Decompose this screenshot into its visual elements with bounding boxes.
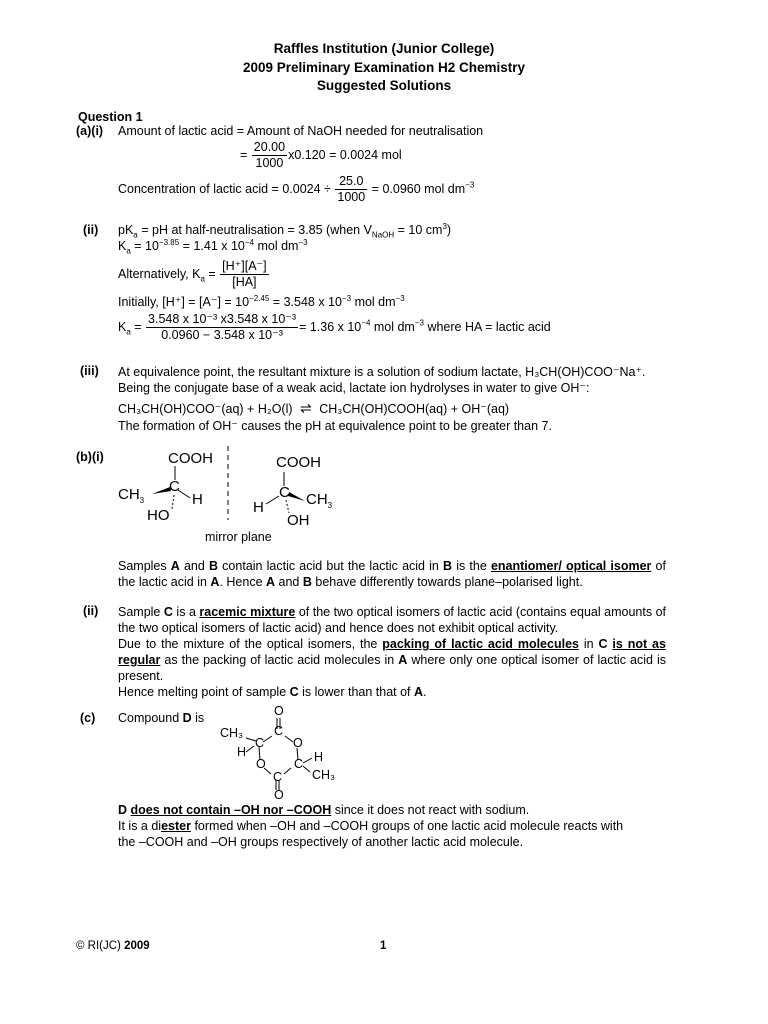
sample-c: C (598, 637, 608, 651)
text: Hence melting point of sample (118, 685, 290, 699)
sample-c: C (163, 605, 173, 619)
text: Compound (118, 711, 183, 725)
conc-prefix: Concentration of lactic acid = 0.0024 ÷ (118, 181, 331, 196)
label-a-iii: (iii) (80, 364, 99, 378)
atom-o-bottom: O (274, 788, 284, 802)
text: and (179, 559, 209, 573)
sample-c: C (289, 685, 299, 699)
key-term-no-oh-cooh: does not contain –OH nor –COOH (130, 803, 332, 817)
numerator: [H⁺][A⁻] (222, 259, 267, 273)
question-title: Question 1 (78, 110, 143, 124)
label-a-i: (a)(i) (76, 124, 104, 138)
a-iii-line2: Being the conjugate base of a weak acid, lactate ion hydrolyses in water to give OH⁻: (118, 381, 590, 395)
ka-exp1: −3.85 (158, 237, 180, 247)
key-term-racemic: racemic mixture (199, 605, 296, 619)
denominator: [HA] (232, 275, 257, 289)
sample-a: A (398, 653, 408, 667)
text: where only one optical isomer of lactic acid is present. (118, 653, 666, 683)
denominator: 1000 (255, 156, 284, 170)
ka-exp2: −4 (244, 237, 255, 247)
pka-text: = pH at half-neutralisation = 3.85 (when V (137, 223, 372, 237)
text: Samples (118, 559, 171, 573)
right-cooh: COOH (276, 454, 321, 471)
key-term-not-as-regular: is not as regular (118, 637, 666, 667)
text: It is a di (118, 819, 162, 833)
key-term-enantiomer: enantiomer/ optical isomer (490, 559, 652, 573)
ka-text2: = 1.41 x 10 (179, 239, 245, 253)
text: contain lactic acid but the lactic acid in (218, 559, 444, 573)
doc-subtitle: 2009 Preliminary Examination H2 Chemistry (242, 60, 526, 75)
label-c: (c) (80, 711, 96, 725)
atom-o-left: O (256, 757, 266, 771)
right-carbon: C (279, 484, 290, 501)
bond (285, 736, 293, 742)
bond (303, 758, 312, 763)
right-h: H (253, 499, 264, 516)
ka2-line: $K_a$ = $\frac{\text{3.548 x 10⁻³ x3.548 x 10⁻³}}{\text{0.0960 − 3.548 x 10⁻³}}$ = 1.36 x $10^{-4}$ mol $dm^{-3}$ where HA = lactic acid (118, 312, 551, 342)
ch3-sub: 3 (139, 496, 145, 505)
eq-right: CH₃CH(OH)COOH(aq) + OH⁻(aq) (319, 402, 510, 416)
ka-text1: = 10 (130, 239, 159, 253)
equilibrium-arrow-icon: ⇌ (300, 400, 312, 416)
exponent: −3 (465, 180, 475, 190)
sample-b: B (209, 559, 219, 573)
atom-h-a: H (237, 745, 247, 759)
footer-copyright (76, 940, 150, 952)
ka2-rest: = 1.36 x 10 (299, 319, 362, 334)
eq-left: CH₃CH(OH)COO⁻(aq) + H₂O(l) (118, 402, 293, 416)
copyright-text: © RI(JC) (76, 940, 125, 952)
denominator: 0.0960 − 3.548 x 10⁻³ (161, 328, 283, 342)
naoh-subscript: NaOH (371, 230, 395, 240)
atom-c2: C (255, 736, 265, 750)
mirror-plane-label: mirror plane (205, 530, 272, 544)
c-line1 (118, 803, 529, 817)
bond (263, 736, 272, 742)
left-carbon: C (169, 478, 180, 495)
text: is lower than that of (298, 685, 414, 699)
text: since it does not react with sodium. (331, 803, 530, 817)
a-iii-line4: The formation of OH⁻ causes the pH at equivalence point to be greater than 7. (118, 419, 552, 433)
init-unit: mol dm (351, 295, 396, 309)
text: formed when –OH and –COOH groups of one lactic acid molecule reacts with (190, 819, 624, 833)
text: of the lactic acid in (118, 559, 666, 589)
init-exp: −2.45 (249, 293, 270, 303)
text: and (275, 575, 303, 589)
atom-c1: C (274, 724, 284, 738)
text: of the two optical isomers of lactic acid (contains equal amounts of the two optical isomers of lactic acid) and hence does not exhibit optical activity. (118, 605, 666, 635)
pka-symbol: pK (118, 223, 134, 237)
sample-b: B (302, 575, 312, 589)
label-b-i: (b)(i) (76, 450, 104, 464)
ch3-sub: 3 (327, 501, 333, 510)
numerator: 3.548 x 10⁻³ x3.548 x 10⁻³ (148, 312, 297, 326)
label-a-ii: (ii) (83, 223, 99, 237)
atom-h-b: H (314, 750, 324, 764)
a-iii-line1: At equivalence point, the resultant mixture is a solution of sodium lactate, H₃CH(OH)COO⁻Na⁺. (118, 365, 646, 379)
c-line2 (118, 819, 623, 833)
ka-unit: mol dm (254, 239, 299, 253)
compound-d: D (118, 803, 128, 817)
text: is (191, 711, 205, 725)
text: . (423, 685, 427, 699)
atom-c4: C (273, 770, 283, 784)
sample-a: A (266, 575, 276, 589)
compound-d: D (182, 711, 192, 725)
numerator: 25.0 (335, 174, 367, 190)
text: Sample (118, 605, 164, 619)
c-line3: the –COOH and –OH groups respectively of another lactic acid molecule. (118, 835, 524, 849)
equals-sign: = (240, 147, 248, 162)
text: is a (172, 605, 200, 619)
copyright-year: 2009 (124, 940, 150, 952)
alt-ka-line: Alternatively, $K_a$ = $\frac{[H^+][A^-]}{[HA]}$ (118, 259, 267, 289)
a-i-line1: Amount of lactic acid = Amount of NaOH needed for neutralisation (118, 124, 484, 138)
bond (246, 746, 254, 752)
alt-prefix: Alternatively, K (118, 266, 201, 281)
text: in (578, 637, 599, 651)
doc-title: Raffles Institution (Junior College) (273, 41, 495, 56)
key-term-packing: packing of lactic acid molecules (382, 637, 579, 651)
ka2-end: where HA = lactic acid (423, 319, 551, 334)
calc-rest: x0.120 = 0.0024 mol (288, 147, 402, 162)
ka2-unit: mol dm (370, 319, 415, 334)
atom-c3: C (294, 757, 304, 771)
right-oh: OH (287, 512, 310, 529)
denominator: 1000 (337, 190, 366, 204)
text: behave differently towards plane–polarised light. (311, 575, 583, 589)
atom-o-right: O (293, 736, 303, 750)
left-ho: HO (147, 507, 170, 524)
label-b-ii: (ii) (83, 604, 99, 618)
bond (303, 766, 310, 772)
atom-ch3-b: CH₃ (312, 768, 336, 782)
ch3-text: CH (118, 486, 140, 503)
atom-ch3-a: CH₃ (220, 726, 244, 740)
init-rest: = 3.548 x 10 (269, 295, 342, 309)
ka-line: $K_a = 10^{-3.85} = 1.41$ x $10^{-4}$ mol $dm^{-3}$ (118, 237, 308, 256)
ch3-text: CH (306, 491, 328, 508)
left-h: H (192, 491, 203, 508)
sample-b: B (443, 559, 453, 573)
doc-subtitle-2: Suggested Solutions (316, 78, 452, 93)
text: as the packing of lactic acid molecules in (160, 653, 399, 667)
text: . Hence (219, 575, 267, 589)
initial-line: Initially, $[H^+] = [A^-] = 10^{-2.45} = 3.548$ x $10^{-3}$ mol $dm^{-3}$ (118, 293, 405, 309)
sample-a: A (414, 685, 424, 699)
pka-end: = 10 cm (394, 223, 443, 237)
init-text: Initially, [H⁺] = [A⁻] = 10 (118, 295, 250, 309)
bond (284, 768, 291, 774)
pka-line: $pK_a$ = pH at half-neutralisation = 3.85 (when $V_{NaOH} = 10$ $cm^3$) (118, 221, 452, 240)
page-number: 1 (380, 940, 387, 952)
text: is the (452, 559, 491, 573)
sample-a: A (210, 575, 220, 589)
text: Due to the mixture of the optical isomers, the (118, 637, 383, 651)
key-term-ester: ester (161, 819, 191, 833)
sample-a: A (170, 559, 180, 573)
left-cooh: COOH (168, 450, 213, 467)
atom-o-top: O (274, 704, 284, 718)
numerator: 20.00 (253, 140, 286, 154)
conc-rest: = 0.0960 mol dm (371, 181, 466, 196)
